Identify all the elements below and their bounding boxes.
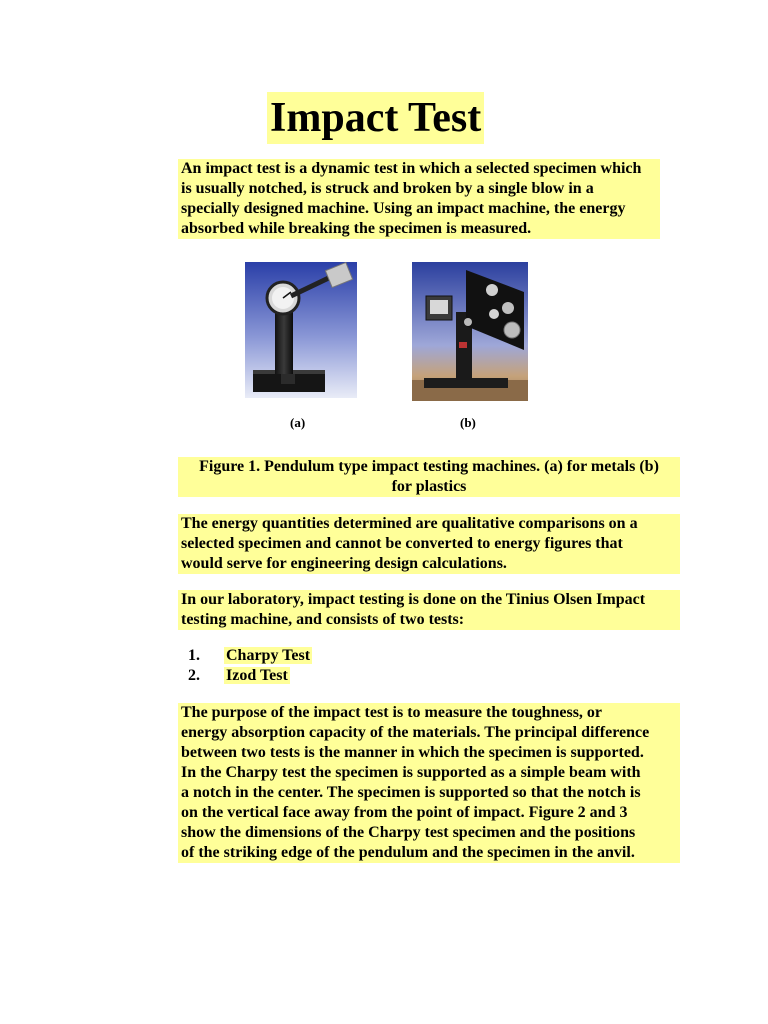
plastics-impact-machine-photo bbox=[412, 262, 528, 401]
text-line: An impact test is a dynamic test in which a selected specimen which bbox=[181, 160, 642, 177]
list-item bbox=[188, 666, 312, 686]
text-line: would serve for engineering design calculations. bbox=[181, 555, 507, 572]
text-line: for plastics bbox=[391, 478, 467, 495]
list-item bbox=[188, 646, 312, 666]
text-line: of the striking edge of the pendulum and the specimen in the anvil. bbox=[181, 844, 635, 861]
text-line: specially designed machine. Using an impact machine, the energy bbox=[181, 200, 626, 217]
purpose-paragraph bbox=[178, 703, 680, 863]
lab-paragraph bbox=[178, 590, 680, 630]
figure-label-a: (a) bbox=[290, 415, 306, 430]
text-line: Figure 1. Pendulum type impact testing machines. (a) for metals (b) bbox=[199, 458, 659, 475]
text-line: energy absorption capacity of the materials. The principal difference bbox=[181, 724, 650, 741]
text-line: In the Charpy test the specimen is supported as a simple beam with bbox=[181, 764, 641, 781]
text-line: The purpose of the impact test is to measure the toughness, or bbox=[181, 704, 603, 721]
text-line: The energy quantities determined are qualitative comparisons on a bbox=[181, 515, 638, 532]
list-number: 1. bbox=[188, 647, 200, 664]
list-number: 2. bbox=[188, 667, 200, 684]
list-item-label: Charpy Test bbox=[226, 647, 311, 664]
list-item-label: Izod Test bbox=[226, 667, 288, 684]
text-line: testing machine, and consists of two tests: bbox=[181, 611, 465, 628]
figure-label-b: (b) bbox=[460, 415, 476, 430]
text-line: In our laboratory, impact testing is done on the Tinius Olsen Impact bbox=[181, 591, 646, 608]
page-title: Impact Test bbox=[267, 92, 484, 144]
energy-paragraph bbox=[178, 514, 680, 574]
text-line: is usually notched, is struck and broken by a single blow in a bbox=[181, 180, 594, 197]
text-line: between two tests is the manner in which the specimen is supported. bbox=[181, 744, 644, 761]
figure-caption bbox=[178, 457, 680, 497]
intro-paragraph bbox=[178, 159, 660, 239]
text-line: absorbed while breaking the specimen is measured. bbox=[181, 220, 532, 237]
text-line: selected specimen and cannot be converted to energy figures that bbox=[181, 535, 623, 552]
metals-impact-machine-photo bbox=[245, 262, 357, 398]
text-line: a notch in the center. The specimen is supported so that the notch is bbox=[181, 784, 641, 801]
text-line: show the dimensions of the Charpy test specimen and the positions bbox=[181, 824, 636, 841]
text-line: on the vertical face away from the point of impact. Figure 2 and 3 bbox=[181, 804, 628, 821]
tests-list bbox=[188, 646, 312, 686]
